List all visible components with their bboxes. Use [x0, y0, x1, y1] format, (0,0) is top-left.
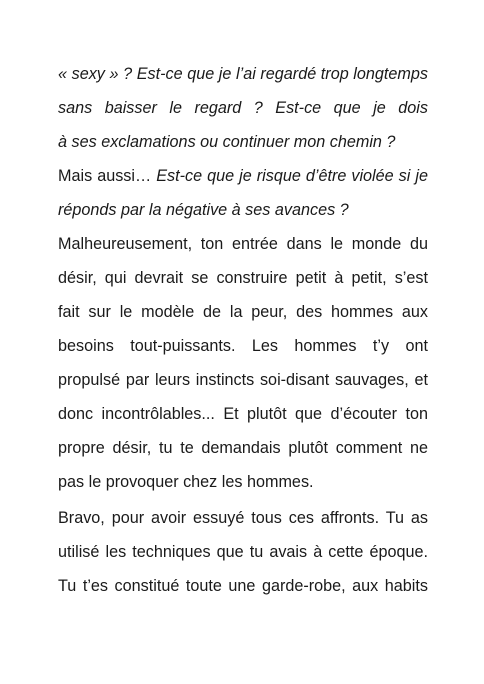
text-line	[58, 227, 428, 261]
regular-text: Tu t’es constitué toute une garde-robe, aux habits	[58, 577, 428, 595]
text-line	[58, 569, 428, 603]
regular-text: propre désir, tu te demandais plutôt comment ne	[58, 439, 428, 457]
text-line	[58, 125, 428, 159]
italic-text: Est-ce que je risque d’être violée si je	[156, 167, 428, 185]
text-line	[58, 261, 428, 295]
text-line	[58, 57, 428, 91]
text-line	[58, 91, 428, 125]
text-line	[58, 501, 428, 535]
italic-text: sans baisser le regard ? Est-ce que je dois	[58, 99, 428, 117]
regular-text: Mais aussi…	[58, 167, 157, 185]
regular-text: Malheureusement, ton entrée dans le monde du	[58, 235, 428, 253]
text-line	[58, 535, 428, 569]
regular-text: pas le provoquer chez les hommes.	[58, 473, 314, 491]
text-line	[58, 193, 428, 227]
text-line	[58, 431, 428, 465]
italic-text: à ses exclamations ou continuer mon chemin ?	[58, 133, 396, 151]
italic-text: « sexy » ? Est-ce que je l’ai regardé trop longtemps	[58, 65, 428, 83]
text-line	[58, 397, 428, 431]
text-line	[58, 363, 428, 397]
paragraph-2	[58, 501, 428, 603]
regular-text: désir, qui devrait se construire petit à petit, s’est	[58, 269, 428, 287]
text-line	[58, 465, 428, 499]
italic-text: réponds par la négative à ses avances ?	[58, 201, 349, 219]
regular-text: Bravo, pour avoir essuyé tous ces affronts. Tu as	[58, 509, 428, 527]
regular-text: propulsé par leurs instincts soi-disant sauvages, et	[58, 371, 428, 389]
text-line	[58, 329, 428, 363]
paragraph-1	[58, 57, 428, 499]
regular-text: besoins tout-puissants. Les hommes t’y ont	[58, 337, 428, 355]
regular-text: utilisé les techniques que tu avais à cette époque.	[58, 543, 428, 561]
text-line	[58, 295, 428, 329]
regular-text: fait sur le modèle de la peur, des hommes aux	[58, 303, 428, 321]
regular-text: donc incontrôlables... Et plutôt que d’écouter ton	[58, 405, 428, 423]
text-line	[58, 159, 428, 193]
